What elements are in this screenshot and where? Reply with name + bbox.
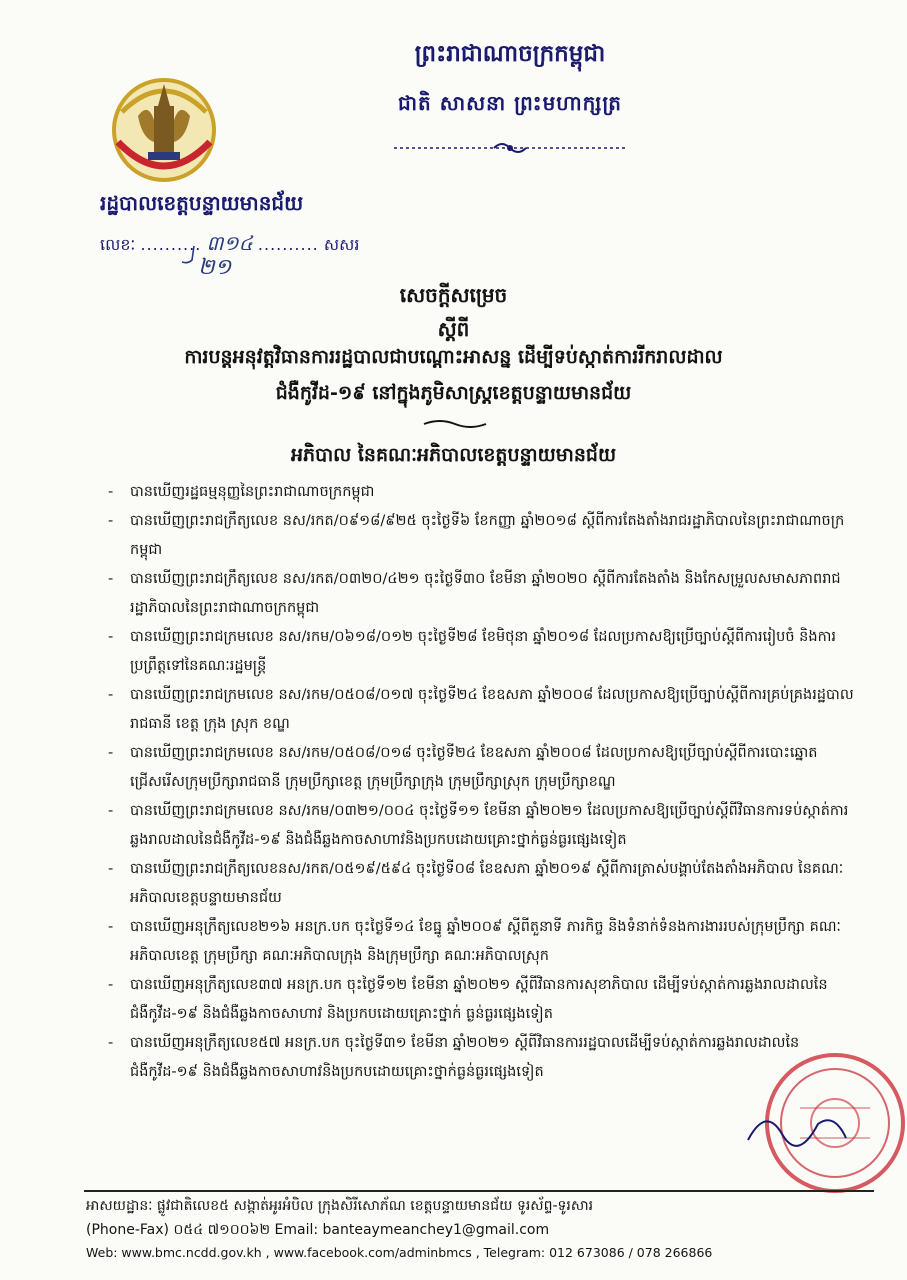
- document-title: សេចក្តីសម្រេច: [399, 283, 508, 307]
- list-item: - បានឃើញអនុក្រឹត្យលេខ២១៦ អនក្រ.បក ចុះថ្ងៃទី១៤ ខែធ្នូ ឆ្នាំ២០០៩ ស្តីពីតួនាទី ភារកិច្ច និងទំនាក់ទំនងការងាររបស់ក្រុមប្រឹក្សា គណៈអភិបាលខេត្ត ក្រុមប្រឹក្សា គណៈអភិបាលក្រុង និងក្រុមប្រឹក្សា គណៈអភិបាលស្រុក: [108, 913, 860, 971]
- issuing-administration: រដ្ឋបាលខេត្តបន្ទាយមានជ័យ: [100, 191, 304, 215]
- footer-web: Web: www.bmc.ncdd.gov.kh , www.facebook.com/adminbmcs , Telegram: 012 673086 / 078 266866: [86, 1245, 713, 1260]
- list-item: - បានឃើញព្រះរាជក្រមលេខ នស/រកម/០៥០៨/០១៧ ចុះថ្ងៃទី២៤ ខែឧសភា ឆ្នាំ២០០៨ ដែលប្រកាសឱ្យប្រើច្បាប់ស្តីពីការគ្រប់គ្រងរដ្ឋបាលរាជធានី ខេត្ត ក្រុង ស្រុក ខណ្ឌ: [108, 681, 860, 739]
- title-subject-label: ស្តីពី: [437, 317, 470, 341]
- reference-dots-2: ..........: [257, 235, 319, 254]
- title-subject-line-1: ការបន្តអនុវត្តវិធានការរដ្ឋបាលជាបណ្តោះអាសន្ន ដើម្បីទប់ស្កាត់ការរីករាលដាល: [184, 346, 723, 368]
- handwritten-mark-icon: [178, 244, 198, 266]
- title-subject-line-2: ជំងឺកូវីដ-១៩ នៅក្នុងភូមិសាស្ត្រខេត្តបន្ទាយមានជ័យ: [275, 382, 632, 404]
- reference-label: លេខៈ: [100, 235, 136, 254]
- footer-contact: [86, 1220, 549, 1241]
- kingdom-heading: ព្រះរាជាណាចក្រកម្ពុជា: [414, 41, 606, 67]
- royal-emblem-icon: [108, 72, 220, 184]
- title-divider-icon: [420, 418, 490, 430]
- list-item: - បានឃើញព្រះរាជក្រឹត្យលេខ នស/រកត/០៩១៨/៩២៥ ចុះថ្ងៃទី៦ ខែកញ្ញា ឆ្នាំ២០១៨ ស្តីពីការតែងតាំងរាជរដ្ឋាភិបាលនៃព្រះរាជាណាចក្រកម្ពុជា: [108, 507, 860, 565]
- legal-basis-list: [108, 478, 860, 1087]
- signature-icon: [742, 1100, 862, 1160]
- phone-number: ០៥៤ ៧១០០៦២: [173, 1222, 271, 1238]
- email-address: banteaymeanchey1@gmail.com: [322, 1222, 550, 1238]
- issuing-authority: អភិបាល នៃគណៈអភិបាលខេត្តបន្ទាយមានជ័យ: [290, 444, 617, 466]
- footer-divider: [84, 1190, 874, 1192]
- footer-address: អាសយដ្ឋានៈ ផ្លូវជាតិលេខ៥ សង្កាត់អូរអំបិល ក្រុងសិរីសោភ័ណ ខេត្តបន្ទាយមានជ័យ ទូរស័ព្ទ-ទូរសារ: [86, 1198, 594, 1214]
- list-item: - បានឃើញព្រះរាជក្រមលេខ នស/រកម/០៥០៨/០១៨ ចុះថ្ងៃទី២៤ ខែឧសភា ឆ្នាំ២០០៨ ដែលប្រកាសឱ្យប្រើច្បាប់ស្តីពីការបោះឆ្នោតជ្រើសរើសក្រុមប្រឹក្សារាជធានី ក្រុមប្រឹក្សាខេត្ត ក្រុមប្រឹក្សាក្រុង ក្រុមប្រឹក្សាស្រុក ក្រុមប្រឹក្សាខណ្ឌ: [108, 739, 860, 797]
- reference-number-secondary: ២១: [198, 255, 232, 280]
- ornament-divider-icon: [390, 140, 630, 156]
- reference-suffix: សសរ: [323, 235, 360, 254]
- reference-dots: ..........: [140, 235, 202, 254]
- list-item: - បានឃើញរដ្ឋធម្មនុញ្ញនៃព្រះរាជាណាចក្រកម្ពុជា: [108, 478, 860, 507]
- list-item: - បានឃើញព្រះរាជក្រមលេខ នស/រកម/០៦១៨/០១២ ចុះថ្ងៃទី២៨ ខែមិថុនា ឆ្នាំ២០១៨ ដែលប្រកាសឱ្យប្រើច្បាប់ស្តីពីការរៀបចំ និងការប្រព្រឹត្តទៅនៃគណៈរដ្ឋមន្ត្រី: [108, 623, 860, 681]
- reference-number: ៣១៤: [206, 231, 253, 255]
- list-item: - បានឃើញព្រះរាជក្រឹត្យលេខ នស/រកត/០៣២០/៤២១ ចុះថ្ងៃទី៣០ ខែមីនា ឆ្នាំ២០២០ ស្តីពីការតែងតាំង និងកែសម្រួលសមាសភាពរាជរដ្ឋាភិបាលនៃព្រះរាជាណាចក្រកម្ពុជា: [108, 565, 860, 623]
- list-item: - បានឃើញព្រះរាជក្រមលេខ នស/រកម/០៣២១/០០៤ ចុះថ្ងៃទី១១ ខែមីនា ឆ្នាំ២០២១ ដែលប្រកាសឱ្យប្រើច្បាប់ស្តីពីវិធានការទប់ស្កាត់ការឆ្លងរាលដាលនៃជំងឺកូវីដ-១៩ និងជំងឺឆ្លងកាចសាហាវនិងប្រកបដោយគ្រោះថ្នាក់ធ្ងន់ធ្ងរផ្សេងទៀត: [108, 797, 860, 855]
- national-motto: ជាតិ សាសនា ព្រះមហាក្សត្រ: [398, 91, 622, 115]
- list-item: - បានឃើញព្រះរាជក្រឹត្យលេខនស/រកត/០៥១៩/៥៩៤ ចុះថ្ងៃទី០៨ ខែឧសភា ឆ្នាំ២០១៩ ស្តីពីការត្រាស់បង្គាប់តែងតាំងអភិបាល នៃគណៈអភិបាលខេត្តបន្ទាយមានជ័យ: [108, 855, 860, 913]
- phone-label: (Phone-Fax): [86, 1222, 169, 1238]
- email-label: Email:: [274, 1222, 319, 1238]
- list-item: - បានឃើញអនុក្រឹត្យលេខ៥៧ អនក្រ.បក ចុះថ្ងៃទី៣១ ខែមីនា ឆ្នាំ២០២១ ស្តីពីវិធានការរដ្ឋបាលដើម្បីទប់ស្កាត់ការឆ្លងរាលដាលនៃជំងឺកូវីដ-១៩ និងជំងឺឆ្លងកាចសាហាវនិងប្រកបដោយគ្រោះថ្នាក់ធ្ងន់ធ្ងរផ្សេងទៀត: [108, 1029, 860, 1087]
- list-item: - បានឃើញអនុក្រឹត្យលេខ៣៧ អនក្រ.បក ចុះថ្ងៃទី១២ ខែមីនា ឆ្នាំ២០២១ ស្តីពីវិធានការសុខាភិបាល ដើម្បីទប់ស្កាត់ការឆ្លងរាលដាលនៃជំងឺកូវីដ-១៩ និងជំងឺឆ្លងកាចសាហាវ និងប្រកបដោយគ្រោះថ្នាក់ ធ្ងន់ធ្ងរផ្សេងទៀត: [108, 971, 860, 1029]
